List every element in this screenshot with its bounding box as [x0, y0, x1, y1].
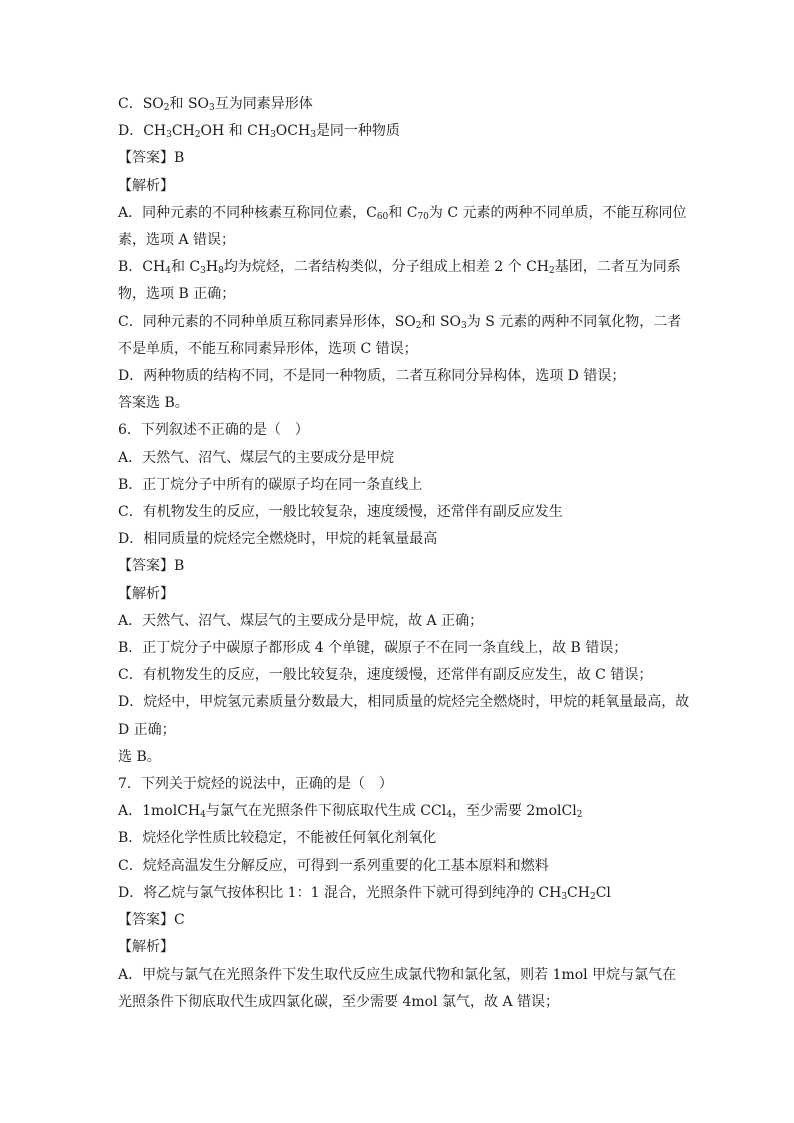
q5-option-d: D．$CH_3CH_2OH$ 和 $CH_3OCH_3$是同一种物质	[118, 123, 400, 141]
q6-option-a: A．天然气、沼气、煤层气的主要成分是甲烷	[118, 449, 395, 466]
q6-option-c: C．有机物发生的反应，一般比较复杂，速度缓慢，还常伴有副反应发生	[118, 504, 563, 521]
q6-analysis-d: D．烷烃中，甲烷氢元素质量分数最大，相同质量的烷烃完全燃烧时，甲烷的耗氧量最高，故 D 正确；	[118, 694, 690, 738]
q5-analysis-d: D．两种物质的结构不同，不是同一种物质，二者互称同分异构体，选项 D 错误；	[118, 368, 626, 385]
q7-analysis-heading: 【解析】	[118, 939, 174, 956]
q6-analysis-c: C．有机物发生的反应，一般比较复杂，速度缓慢，还常伴有副反应发生，故 C 错误；	[118, 667, 653, 684]
q5-conclusion: 答案选 B。	[118, 395, 189, 412]
q5-analysis-a: A．同种元素的不同种核素互称同位素，$C_{60}$和 $C_{70}$为 C 元素的两种不同单质，不能互称同位素，选项 A 错误；	[118, 204, 687, 249]
q7-stem: 7．下列关于烷烃的说法中，正确的是（ ）	[118, 776, 393, 793]
q7-option-b: B．烷烃化学性质比较稳定，不能被任何氧化剂氧化	[118, 830, 437, 847]
q6-option-b: B．正丁烷分子中所有的碳原子均在同一条直线上	[118, 476, 423, 493]
q5-analysis-heading: 【解析】	[118, 177, 174, 194]
q6-analysis-a: A．天然气、沼气、煤层气的主要成分是甲烷，故 A 正确；	[118, 612, 484, 629]
q7-option-d: D．将乙烷与氯气按体积比 1：1 混合，光照条件下就可得到纯净的 $CH_3CH_2Cl$	[118, 884, 611, 902]
q6-analysis-heading: 【解析】	[118, 585, 174, 602]
q5-option-c: C．$SO_2$和 $SO_3$互为同素异形体	[118, 96, 313, 113]
q7-option-c: C．烷烃高温发生分解反应，可得到一系列重要的化工基本原料和燃料	[118, 857, 549, 874]
q5-answer: 【答案】B	[118, 150, 185, 167]
q7-option-a: A．1molCH$_4$与氯气在光照条件下彻底取代生成 CCl$_4$，至少需要 2molCl$_2$	[118, 803, 583, 821]
q6-analysis-b: B．正丁烷分子中碳原子都形成 4 个单键，碳原子不在同一条直线上，故 B 错误；	[118, 640, 628, 657]
q6-conclusion: 选 B。	[118, 748, 161, 765]
q5-analysis-b: B．$CH_4$和 $C_3H_8$均为烷烃，二者结构类似，分子组成上相差 2 个 $CH_2$基团，二者互为同系物，选项 B 正确；	[118, 259, 681, 303]
document-page	[118, 91, 690, 1016]
q6-answer: 【答案】B	[118, 558, 185, 575]
q6-option-d: D．相同质量的烷烃完全燃烧时，甲烷的耗氧量最高	[118, 531, 438, 548]
q5-analysis-c: C．同种元素的不同种单质互称同素异形体，$SO_2$和 $SO_3$为 S 元素的两种不同氧化物，二者不是单质，不能互称同素异形体，选项 C 错误；	[118, 313, 682, 357]
q7-answer: 【答案】C	[118, 912, 185, 929]
q6-stem: 6．下列叙述不正确的是（ ）	[118, 422, 309, 439]
q7-analysis-a: A．甲烷与氯气在光照条件下发生取代反应生成氯代物和氯化氢，则若 1mol 甲烷与氯气在光照条件下彻底取代生成四氯化碳，至少需要 4mol 氯气，故 A 错误；	[118, 966, 677, 1010]
